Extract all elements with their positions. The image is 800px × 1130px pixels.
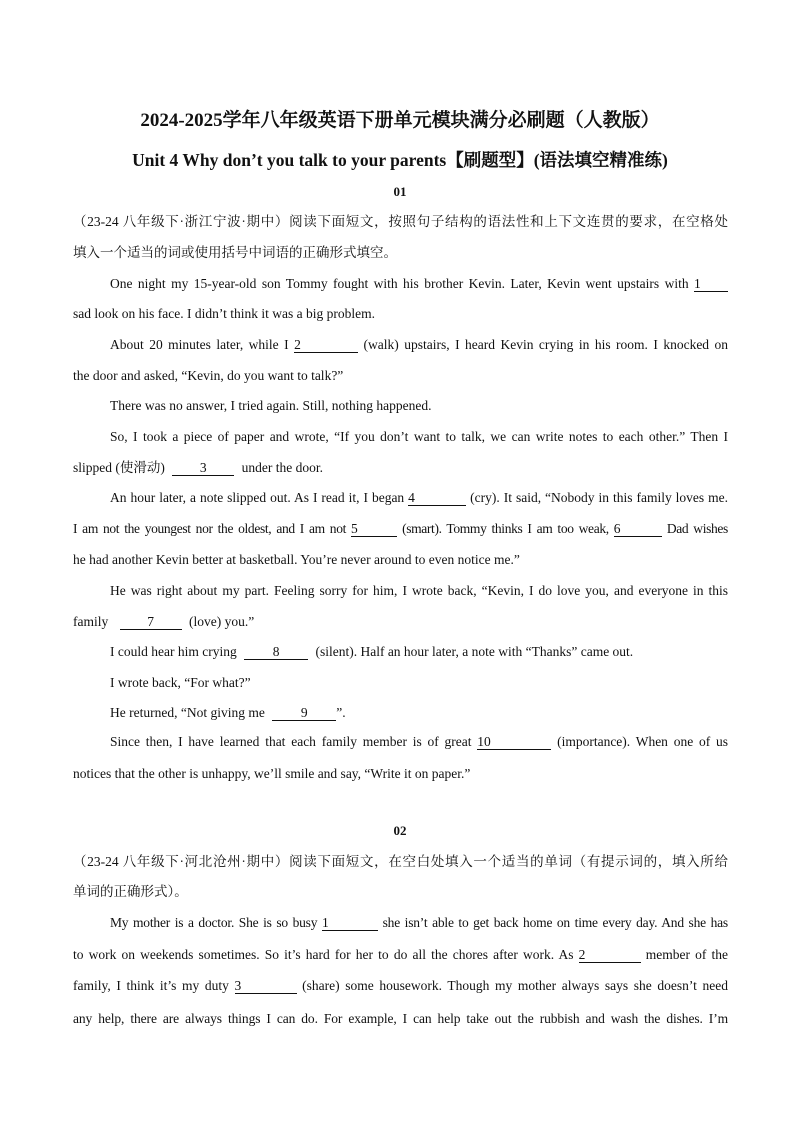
passage1-paragraph5: [110, 489, 728, 507]
blank-5: 5: [351, 522, 397, 537]
passage1-paragraph1-cont: sad look on his face. I didn’t think it was a big problem.: [73, 306, 375, 321]
text: she isn’t able to get back home on time every day. And she has: [382, 915, 728, 930]
passage1-paragraph9: [110, 704, 728, 722]
text: (importance). When one of us: [557, 734, 729, 749]
blank-3: 3: [172, 461, 234, 476]
text: (love) you.”: [189, 614, 255, 629]
text: (walk) upstairs, I heard Kevin crying in his room. I knocked on: [363, 337, 729, 352]
section-number-01: 01: [393, 184, 407, 199]
passage1-paragraph4-cont: [73, 459, 728, 477]
passage1-paragraph1: [110, 275, 728, 293]
text: under the door.: [241, 460, 323, 475]
text: member of the: [645, 947, 728, 962]
text: Since then, I have learned that each family member is of great: [110, 734, 472, 749]
blank-10: 10: [477, 735, 551, 750]
blank-2: 2: [579, 948, 641, 963]
text: (silent). Half an hour later, a note with “Thanks” came out.: [315, 644, 634, 659]
passage1-paragraph8: I wrote back, “For what?”: [110, 675, 251, 690]
text: Dad wishes: [666, 521, 728, 536]
text: He returned, “Not giving me: [110, 705, 265, 720]
section1-instruction-line1: （23-24 八年级下·浙江宁波·期中）阅读下面短文，按照句子结构的语法性和上下文连贯的要求，在空格处: [73, 214, 728, 229]
passage1-paragraph10: [110, 733, 728, 751]
passage1-paragraph2-cont: the door and asked, “Kevin, do you want to talk?”: [73, 368, 344, 383]
blank-9: 9: [272, 706, 336, 721]
passage1-paragraph5-line3: he had another Kevin better at basketball. You’re never around to even notice me.”: [73, 552, 520, 567]
passage2-line2: [73, 946, 728, 964]
passage1-paragraph10-cont: notices that the other is unhappy, we’ll smile and say, “Write it on paper.”: [73, 766, 471, 781]
passage2-line4: any help, there are always things I can do. For example, I can help take out the rubbish and wash the dishes. I’m: [73, 1011, 728, 1026]
document-title: 2024-2025学年八年级英语下册单元模块满分必刷题（人教版）: [140, 110, 660, 131]
blank-3: 3: [235, 979, 297, 994]
text: One night my 15-year-old son Tommy fought with his brother Kevin. Later, Kevin went upstairs with: [110, 276, 689, 291]
passage1-paragraph6-cont: [73, 613, 728, 631]
text: My mother is a doctor. She is so busy: [110, 915, 318, 930]
passage1-paragraph2: [110, 336, 728, 354]
blank-2: 2: [294, 338, 358, 353]
text: (share) some housework. Though my mother always says she doesn’t need: [302, 978, 729, 993]
passage2-line3: [73, 977, 728, 995]
text: An hour later, a note slipped out. As I read it, I began: [110, 490, 405, 505]
passage1-paragraph7: [110, 643, 728, 661]
section-number-02: 02: [393, 823, 407, 838]
blank-6: 6: [614, 522, 662, 537]
text: to work on weekends sometimes. So it’s hard for her to do all the chores after work. As: [73, 947, 574, 962]
passage1-paragraph5-line2: [73, 520, 728, 538]
text: ”.: [336, 705, 346, 720]
blank-4: 4: [408, 491, 466, 506]
passage1-paragraph4: So, I took a piece of paper and wrote, “If you don’t want to talk, we can write notes to each other.” Then I: [110, 429, 728, 444]
text: family: [73, 614, 109, 629]
document-subtitle: Unit 4 Why don’t you talk to your parents【刷题型】(语法填空精准练): [132, 150, 668, 170]
blank-1: 1: [322, 916, 378, 931]
text: About 20 minutes later, while I: [110, 337, 289, 352]
passage1-paragraph6: He was right about my part. Feeling sorry for him, I wrote back, “Kevin, I do love you, and everyone in this: [110, 583, 728, 598]
text: I could hear him crying: [110, 644, 237, 659]
section2-instruction-line1: （23-24 八年级下·河北沧州·期中）阅读下面短文，在空白处填入一个适当的单词（有提示词的，填入所给: [73, 854, 728, 869]
section2-instruction-line2: 单词的正确形式）。: [73, 884, 188, 899]
text: (cry). It said, “Nobody in this family loves me.: [470, 490, 729, 505]
blank-1: 1: [694, 277, 728, 292]
text: (smart). Tommy thinks I am too weak,: [402, 521, 609, 536]
blank-8: 8: [244, 645, 308, 660]
passage2-paragraph1: [110, 914, 728, 932]
text: I am not the youngest nor the oldest, and I am not: [73, 521, 346, 536]
passage1-paragraph3: There was no answer, I tried again. Still, nothing happened.: [110, 398, 432, 413]
section1-instruction-line2: 填入一个适当的词或使用括号中词语的正确形式填空。: [73, 245, 397, 260]
text: family, I think it’s my duty: [73, 978, 229, 993]
text: slipped (使滑动): [73, 460, 165, 475]
blank-7: 7: [120, 615, 182, 630]
